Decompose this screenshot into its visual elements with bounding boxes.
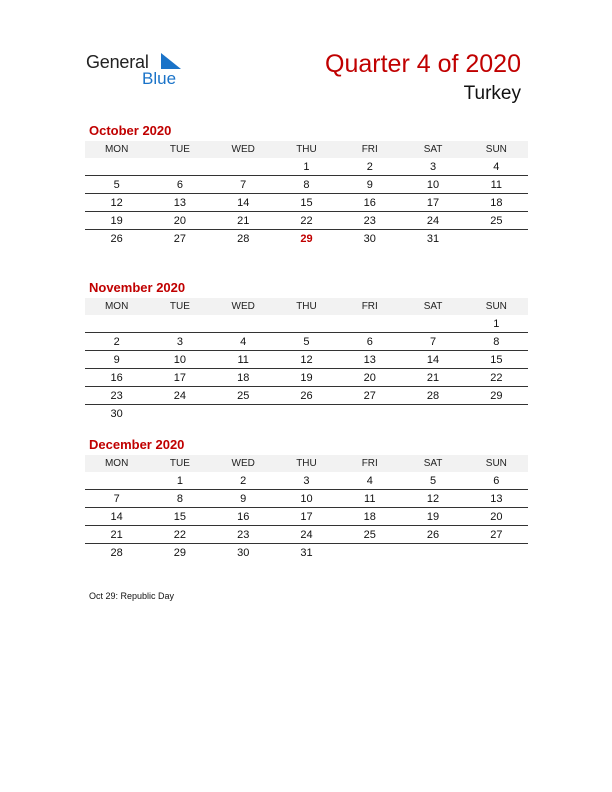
- weekday-header: SUN: [465, 298, 528, 315]
- day-cell: 25: [212, 387, 275, 405]
- week-row: [85, 508, 528, 526]
- day-cell: [465, 405, 528, 423]
- day-cell: 24: [148, 387, 211, 405]
- day-cell: 10: [148, 351, 211, 369]
- weekday-header: MON: [85, 298, 148, 315]
- calendar-grid: [85, 141, 528, 247]
- day-cell: [212, 158, 275, 176]
- day-cell: 5: [401, 472, 464, 490]
- weekday-header: SAT: [401, 141, 464, 158]
- day-cell: 9: [338, 176, 401, 194]
- day-cell: 18: [338, 508, 401, 526]
- day-cell: 11: [338, 490, 401, 508]
- week-row: [85, 472, 528, 490]
- country-name: Turkey: [463, 83, 521, 104]
- day-cell: [148, 315, 211, 333]
- day-cell: 8: [148, 490, 211, 508]
- weekday-header: THU: [275, 455, 338, 472]
- day-cell: 12: [85, 194, 148, 212]
- week-row: [85, 526, 528, 544]
- day-cell: 26: [110, 232, 123, 245]
- day-cell: 5: [85, 176, 148, 194]
- week-row: [85, 194, 528, 212]
- day-cell: 23: [212, 526, 275, 544]
- day-cell: [85, 315, 148, 333]
- day-cell: 12: [401, 490, 464, 508]
- day-cell: 14: [85, 508, 148, 526]
- day-cell: 26: [275, 387, 338, 405]
- day-cell: 26: [401, 526, 464, 544]
- day-cell: 7: [85, 490, 148, 508]
- day-cell: 2: [338, 158, 401, 176]
- day-cell: 5: [275, 333, 338, 351]
- day-cell: [148, 158, 211, 176]
- weekday-header: WED: [212, 455, 275, 472]
- day-cell: 23: [85, 387, 148, 405]
- day-cell: [148, 405, 211, 423]
- day-cell: 27: [338, 387, 401, 405]
- day-cell: 17: [148, 369, 211, 387]
- weekday-header: WED: [212, 298, 275, 315]
- holiday-day-cell: 29: [300, 232, 313, 245]
- weekday-header: SAT: [401, 455, 464, 472]
- day-cell: 21: [212, 212, 275, 230]
- month-title: October 2020: [89, 123, 172, 138]
- day-cell: 3: [148, 333, 211, 351]
- day-cell: 8: [275, 176, 338, 194]
- day-cell: 18: [212, 369, 275, 387]
- month-calendar: [85, 279, 528, 422]
- day-cell: 30: [363, 232, 376, 245]
- day-cell: 20: [465, 508, 528, 526]
- weekday-header: MON: [85, 141, 148, 158]
- day-cell: 9: [212, 490, 275, 508]
- weekday-header: SUN: [465, 455, 528, 472]
- logo-text-general: General: [86, 52, 149, 72]
- day-cell: 3: [275, 472, 338, 490]
- day-cell: [338, 315, 401, 333]
- day-cell: 4: [338, 472, 401, 490]
- week-row: [85, 490, 528, 508]
- day-cell: 2: [212, 472, 275, 490]
- weekday-header: TUE: [148, 455, 211, 472]
- holiday-note: Oct 29: Republic Day: [89, 591, 175, 601]
- brand-logo: [86, 50, 196, 90]
- weekday-header: TUE: [148, 298, 211, 315]
- weekday-header: FRI: [338, 298, 401, 315]
- day-cell: [401, 315, 464, 333]
- day-cell: 17: [275, 508, 338, 526]
- day-cell: 22: [465, 369, 528, 387]
- day-cell: 20: [338, 369, 401, 387]
- day-cell: 30: [110, 407, 123, 420]
- day-cell: [85, 472, 148, 490]
- week-row: [85, 333, 528, 351]
- day-cell: [275, 315, 338, 333]
- day-cell: 10: [401, 176, 464, 194]
- day-cell: 25: [338, 526, 401, 544]
- day-cell: 23: [338, 212, 401, 230]
- month-title: November 2020: [89, 280, 186, 295]
- day-cell: 1: [148, 472, 211, 490]
- day-cell: 28: [237, 232, 250, 245]
- day-cell: 31: [300, 546, 313, 559]
- day-cell: 1: [275, 158, 338, 176]
- day-cell: 13: [465, 490, 528, 508]
- day-cell: 14: [212, 194, 275, 212]
- weekday-header-row: [85, 455, 528, 472]
- day-cell: 9: [85, 351, 148, 369]
- page-title: Quarter 4 of 2020: [325, 50, 521, 78]
- weekday-header: SUN: [465, 141, 528, 158]
- day-cell: 11: [212, 351, 275, 369]
- weekday-header: SAT: [401, 298, 464, 315]
- day-cell: [338, 405, 401, 423]
- day-cell: 15: [275, 194, 338, 212]
- day-cell: 21: [85, 526, 148, 544]
- day-cell: 10: [275, 490, 338, 508]
- logo-text-blue: Blue: [142, 69, 177, 88]
- week-row: [85, 544, 528, 562]
- weekday-header: WED: [212, 141, 275, 158]
- day-cell: 4: [465, 158, 528, 176]
- day-cell: [275, 405, 338, 423]
- day-cell: 6: [465, 472, 528, 490]
- day-cell: 14: [401, 351, 464, 369]
- day-cell: 7: [401, 333, 464, 351]
- day-cell: 8: [465, 333, 528, 351]
- week-row: [85, 230, 528, 248]
- day-cell: [338, 544, 401, 562]
- month-title: December 2020: [89, 437, 185, 452]
- weekday-header: THU: [275, 298, 338, 315]
- day-cell: 27: [465, 526, 528, 544]
- day-cell: [465, 230, 528, 248]
- day-cell: 6: [148, 176, 211, 194]
- day-cell: 20: [148, 212, 211, 230]
- day-cell: 2: [85, 333, 148, 351]
- weekday-header: TUE: [148, 141, 211, 158]
- month-calendar: [85, 436, 528, 561]
- weekday-header: MON: [85, 455, 148, 472]
- calendar-grid: [85, 298, 528, 422]
- week-row: [85, 176, 528, 194]
- day-cell: [212, 405, 275, 423]
- weekday-header: THU: [275, 141, 338, 158]
- day-cell: 25: [465, 212, 528, 230]
- day-cell: [85, 158, 148, 176]
- day-cell: 31: [426, 232, 440, 245]
- day-cell: 18: [465, 194, 528, 212]
- weekday-header: FRI: [338, 455, 401, 472]
- calendar-grid: [85, 455, 528, 561]
- day-cell: 27: [173, 232, 187, 245]
- day-cell: 7: [212, 176, 275, 194]
- day-cell: 16: [85, 369, 148, 387]
- day-cell: 13: [338, 351, 401, 369]
- day-cell: 21: [401, 369, 464, 387]
- day-cell: [401, 405, 464, 423]
- week-row: [85, 405, 528, 423]
- day-cell: 28: [401, 387, 464, 405]
- week-row: [85, 315, 528, 333]
- day-cell: 13: [148, 194, 211, 212]
- weekday-header-row: [85, 298, 528, 315]
- day-cell: 17: [401, 194, 464, 212]
- month-calendar: [85, 122, 528, 247]
- week-row: [85, 158, 528, 176]
- day-cell: 16: [338, 194, 401, 212]
- day-cell: 30: [237, 546, 250, 559]
- day-cell: [401, 544, 464, 562]
- day-cell: 28: [110, 546, 123, 559]
- day-cell: 19: [275, 369, 338, 387]
- day-cell: 4: [212, 333, 275, 351]
- day-cell: [465, 544, 528, 562]
- week-row: [85, 212, 528, 230]
- day-cell: 1: [465, 315, 528, 333]
- day-cell: 16: [212, 508, 275, 526]
- day-cell: 6: [338, 333, 401, 351]
- day-cell: 29: [465, 387, 528, 405]
- day-cell: 19: [85, 212, 148, 230]
- holiday-notes: [89, 591, 174, 601]
- day-cell: 24: [275, 526, 338, 544]
- day-cell: 15: [148, 508, 211, 526]
- day-cell: 15: [465, 351, 528, 369]
- weekday-header-row: [85, 141, 528, 158]
- day-cell: 22: [148, 526, 211, 544]
- day-cell: 24: [401, 212, 464, 230]
- day-cell: [212, 315, 275, 333]
- day-cell: 12: [275, 351, 338, 369]
- day-cell: 11: [465, 176, 528, 194]
- day-cell: 22: [275, 212, 338, 230]
- week-row: [85, 351, 528, 369]
- week-row: [85, 369, 528, 387]
- weekday-header: FRI: [338, 141, 401, 158]
- day-cell: 19: [401, 508, 464, 526]
- day-cell: 29: [173, 546, 187, 559]
- day-cell: 3: [401, 158, 464, 176]
- week-row: [85, 387, 528, 405]
